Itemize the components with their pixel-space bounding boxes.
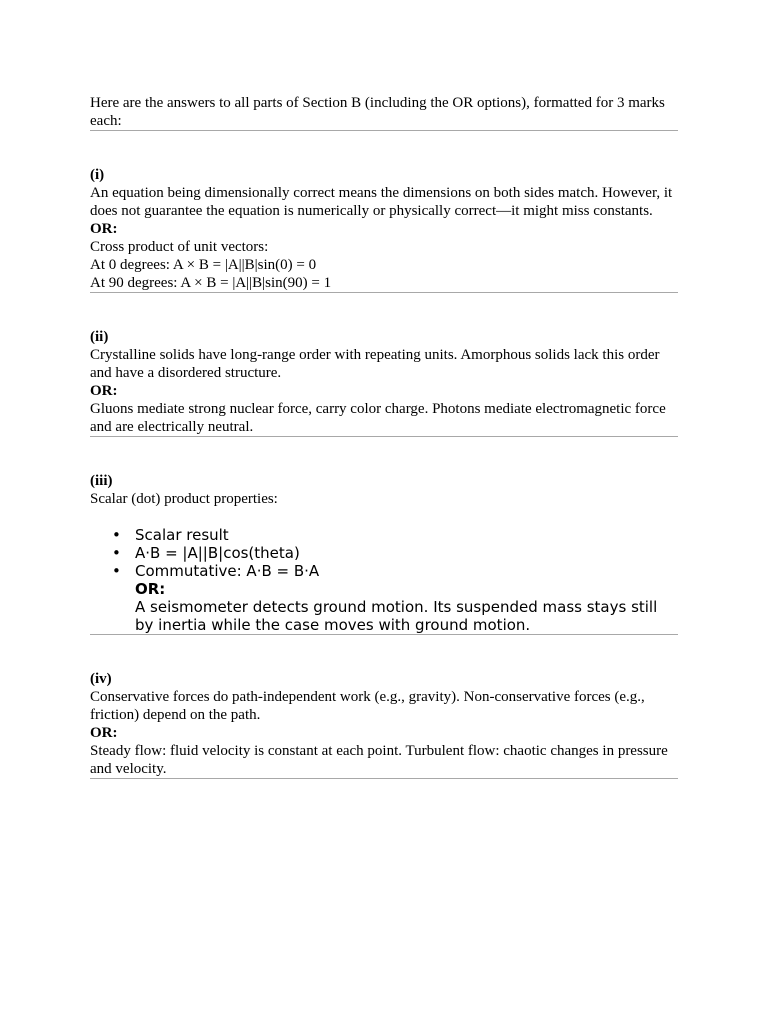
divider	[90, 292, 678, 293]
section-iii	[90, 472, 678, 634]
or-text: Steady flow: fluid velocity is constant at each point. Turbulent flow: chaotic changes in pressure and velocity.	[90, 743, 668, 777]
divider	[90, 130, 678, 131]
divider	[90, 436, 678, 437]
divider	[90, 634, 678, 635]
section-ii	[90, 328, 678, 436]
section-label: (i)	[90, 167, 105, 183]
or-text: A seismometer detects ground motion. Its suspended mass stays still by inertia while the case moves with ground motion.	[135, 598, 658, 634]
intro-text: Here are the answers to all parts of Section B (including the OR options), formatted for 3 marks each:	[90, 95, 665, 129]
list-item-text: Commutative: A·B = B·A	[135, 562, 320, 580]
section-label: (ii)	[90, 329, 109, 345]
section-i	[90, 166, 678, 292]
document-body	[90, 94, 678, 779]
answer-text: Scalar (dot) product properties:	[90, 491, 278, 507]
divider	[90, 778, 678, 779]
or-line: At 90 degrees: A × B = |A||B|sin(90) = 1	[90, 275, 332, 291]
or-line: At 0 degrees: A × B = |A||B|sin(0) = 0	[90, 257, 317, 273]
section-iv	[90, 670, 678, 778]
section-label: (iii)	[90, 473, 113, 489]
or-label: OR:	[90, 383, 118, 399]
bullet-list	[90, 526, 678, 634]
list-item: • Scalar result	[90, 526, 678, 544]
answer-text: An equation being dimensionally correct means the dimensions on both sides match. However, it does not guarantee the equation is numerically or physically correct—it might miss constants.	[90, 185, 673, 219]
or-label: OR:	[90, 725, 118, 741]
or-label: OR:	[135, 580, 166, 598]
list-item	[90, 562, 678, 634]
answer-text: Conservative forces do path-independent work (e.g., gravity). Non-conservative forces (e.g., friction) depend on the path.	[90, 689, 645, 723]
answer-text: Crystalline solids have long-range order with repeating units. Amorphous solids lack this order and have a disordered structure.	[90, 347, 660, 381]
list-item: • A·B = |A||B|cos(theta)	[90, 544, 678, 562]
or-label: OR:	[90, 221, 118, 237]
section-label: (iv)	[90, 671, 112, 687]
or-text: Gluons mediate strong nuclear force, carry color charge. Photons mediate electromagnetic force and are electrically neutral.	[90, 401, 666, 435]
or-line: Cross product of unit vectors:	[90, 239, 269, 255]
